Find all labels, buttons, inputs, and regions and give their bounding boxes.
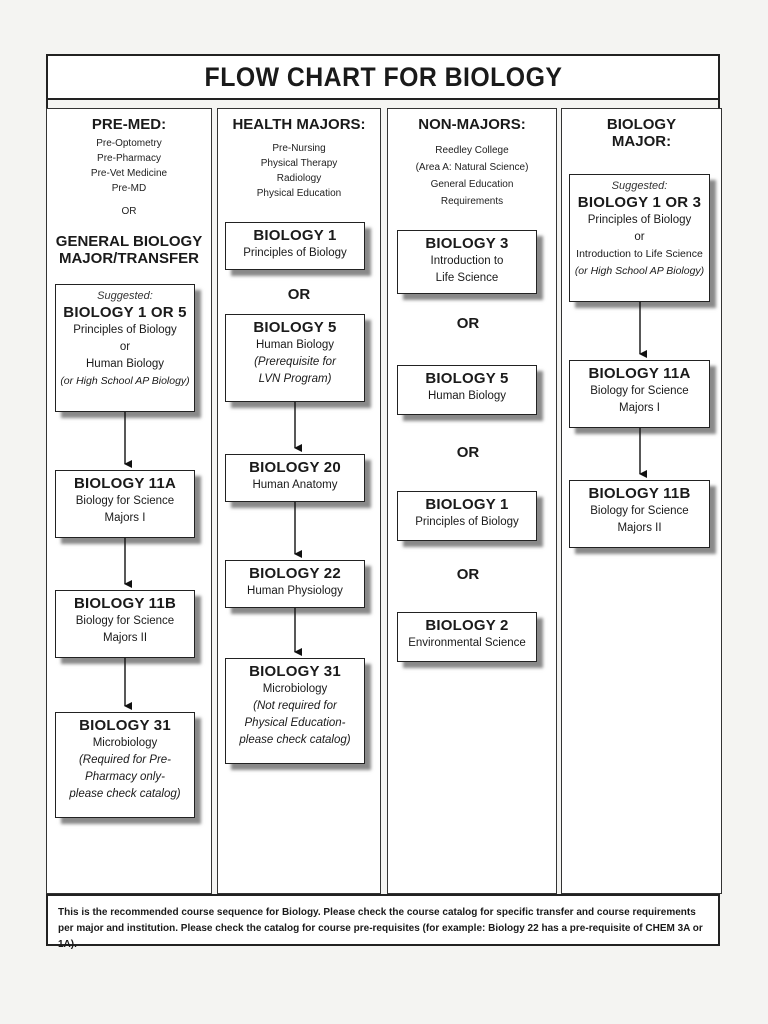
course-note: (or High School AP Biology) (60, 375, 190, 387)
or-label: OR (287, 286, 311, 303)
health-course-box-biology-5 (225, 314, 365, 402)
course-name: Environmental Science (408, 637, 526, 649)
premed-course-box-biology-11b (55, 590, 195, 658)
or-label: OR (456, 566, 480, 583)
health-course-box-biology-20 (225, 454, 365, 502)
title-box (46, 54, 720, 100)
or-label: OR (456, 315, 480, 332)
general-biology-heading-line: MAJOR/TRANSFER (58, 250, 199, 267)
course-code: BIOLOGY 11A (588, 365, 691, 382)
course-note: (or High School AP Biology) (574, 265, 705, 277)
premed-course-box-biology-1-or-5 (55, 284, 195, 412)
course-name: Biology for Science (75, 495, 175, 507)
course-code: BIOLOGY 5 (253, 319, 337, 336)
nonmajors-subtitles (387, 142, 557, 210)
course-code: BIOLOGY 11A (74, 475, 176, 492)
course-code: BIOLOGY 2 (425, 617, 509, 634)
course-code: BIOLOGY 11B (588, 485, 691, 502)
course-name: Majors II (617, 522, 662, 534)
footnote: This is the recommended course sequence for Biology. Please check the course catalog for specific transfer and course requirements per major and institution. Please check the catalog for course pre-requisites (for example: Biology 22 has a pre-requisite of CHEM 3A or 1A). (46, 894, 720, 946)
course-name: Human Physiology (247, 585, 343, 597)
premed-heading: PRE-MED: (91, 116, 167, 133)
nonmajors-subtitle: (Area A: Natural Science) (415, 162, 529, 173)
course-name: or (119, 341, 131, 353)
course-name: Microbiology (92, 737, 158, 749)
course-code: BIOLOGY 31 (79, 717, 171, 734)
course-name: Introduction to Life Science (576, 248, 703, 260)
premed-course-box-biology-11a (55, 470, 195, 538)
premed-subtitles (46, 136, 212, 196)
premed-subtitle: Pre-Optometry (96, 138, 162, 149)
course-name: Biology for Science (590, 385, 689, 397)
biology-major-heading-line: MAJOR: (611, 133, 672, 150)
course-code: BIOLOGY 11B (74, 595, 176, 612)
nonmajors-course-box-biology-3 (397, 230, 537, 294)
course-name: Human Biology (86, 358, 164, 370)
health-majors-heading: HEALTH MAJORS: (232, 116, 366, 133)
course-code: BIOLOGY 31 (249, 663, 341, 680)
course-name: Principles of Biology (415, 516, 519, 528)
biology-major-heading-line: BIOLOGY (606, 116, 677, 133)
course-name: Majors II (102, 632, 148, 644)
course-code: BIOLOGY 1 OR 5 (63, 304, 187, 321)
nonmajors-course-box-biology-1 (397, 491, 537, 541)
nonmajors-subtitle: Reedley College (435, 145, 509, 156)
course-name: Biology for Science (75, 615, 175, 627)
suggested-label: Suggested: (97, 290, 153, 302)
major-course-box-biology-11b (569, 480, 710, 548)
course-name: Principles of Biology (243, 247, 347, 259)
premed-course-box-biology-31 (55, 712, 195, 818)
course-code: BIOLOGY 1 (425, 496, 509, 513)
nonmajors-subtitle: Requirements (440, 196, 504, 207)
premed-or-text: OR (121, 206, 137, 217)
course-name: Human Anatomy (252, 479, 338, 491)
biology-major-heading (561, 116, 722, 150)
health-course-box-biology-1 (225, 222, 365, 270)
health-subtitle: Pre-Nursing (272, 143, 326, 154)
page-title: FLOW CHART FOR BIOLOGY (204, 61, 562, 92)
nonmajors-course-box-biology-2 (397, 612, 537, 662)
course-code: BIOLOGY 1 OR 3 (577, 194, 702, 211)
course-name: Human Biology (428, 390, 506, 402)
health-course-box-biology-22 (225, 560, 365, 608)
premed-subtitle: Pre-Pharmacy (97, 153, 161, 164)
course-name: Majors I (619, 402, 660, 414)
course-note: (Required for Pre- (78, 754, 172, 766)
health-subtitle: Radiology (276, 173, 322, 184)
suggested-label: Suggested: (611, 180, 668, 192)
course-note: LVN Program) (258, 373, 332, 385)
premed-subtitle: Pre-MD (111, 183, 147, 194)
course-note: Pharmacy only- (85, 771, 165, 783)
course-name: Principles of Biology (73, 324, 177, 336)
or-label: OR (456, 444, 480, 461)
course-name: Majors I (104, 512, 146, 524)
course-name: Human Biology (256, 339, 334, 351)
premed-subtitle: Pre-Vet Medicine (90, 168, 168, 179)
course-name: or (634, 231, 645, 243)
course-code: BIOLOGY 20 (249, 459, 341, 476)
course-code: BIOLOGY 3 (425, 235, 509, 252)
course-note: (Prerequisite for (254, 356, 336, 368)
health-subtitle: Physical Education (256, 188, 342, 199)
course-name: Microbiology (262, 683, 328, 695)
major-course-box-biology-1-or-3 (569, 174, 710, 302)
health-subtitles (217, 141, 381, 201)
nonmajors-course-box-biology-5 (397, 365, 537, 415)
course-name: Biology for Science (590, 505, 689, 517)
course-name: Life Science (435, 272, 499, 284)
course-code: BIOLOGY 5 (425, 370, 509, 387)
course-note: please check catalog) (239, 734, 351, 746)
course-note: please check catalog) (69, 788, 181, 800)
course-code: BIOLOGY 22 (249, 565, 341, 582)
health-course-box-biology-31 (225, 658, 365, 764)
general-biology-heading-line: GENERAL BIOLOGY (55, 233, 203, 250)
course-note: Physical Education- (244, 717, 346, 729)
nonmajors-subtitle: General Education (430, 179, 514, 190)
general-biology-heading (46, 233, 212, 267)
non-majors-heading: NON-MAJORS: (418, 116, 526, 133)
course-name: Introduction to (430, 255, 504, 267)
course-code: BIOLOGY 1 (253, 227, 337, 244)
major-course-box-biology-11a (569, 360, 710, 428)
health-subtitle: Physical Therapy (260, 158, 338, 169)
course-name: Principles of Biology (587, 214, 692, 226)
course-note: (Not required for (253, 700, 337, 712)
